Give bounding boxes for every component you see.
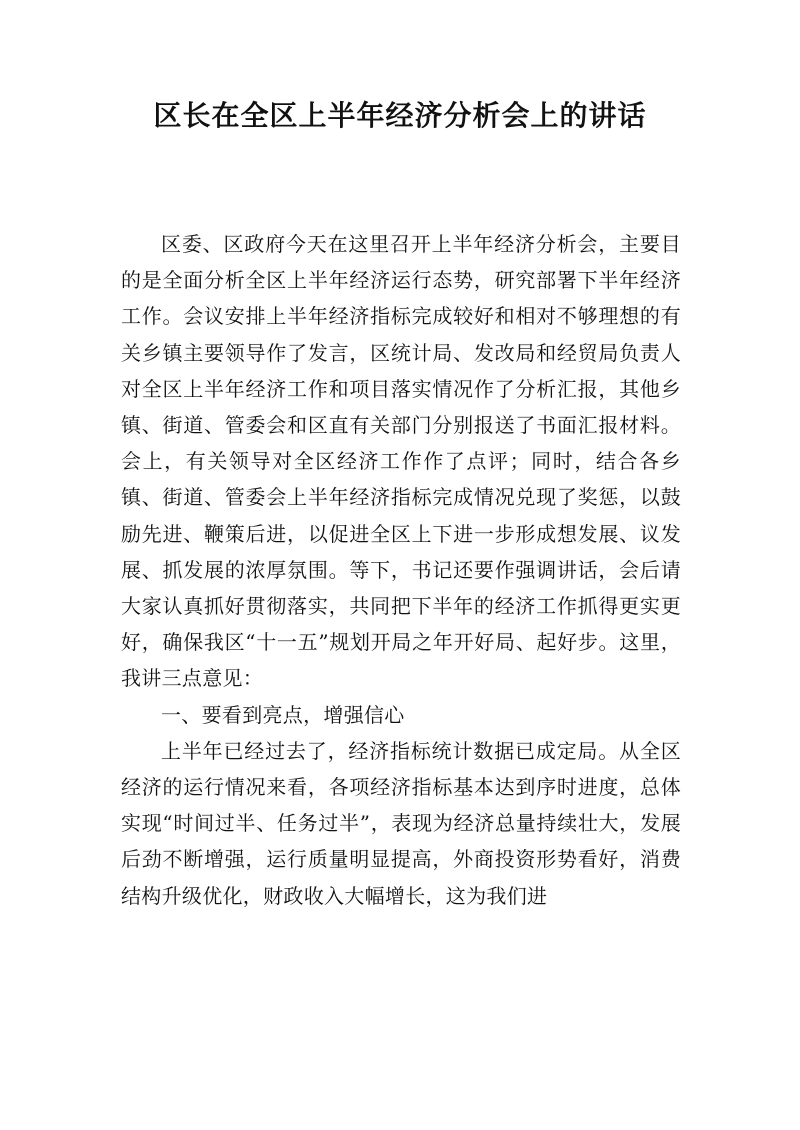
section-heading-1: 一、要看到亮点，增强信心: [161, 702, 405, 727]
document-body: [121, 226, 681, 914]
paragraph-intro: 区委、区政府今天在这里召开上半年经济分析会，主要目的是全面分析全区上半年经济运行态势，研究部署下半年经济工作。会议安排上半年经济指标完成较好和相对不够理想的有关乡镇主要领导作了发言，区统计局、发改局和经贸局负责人对全区上半年经济工作和项目落实情况作了分析汇报，其他乡镇、街道、管委会和区直有关部门分别报送了书面汇报材料。会上，有关领导对全区经济工作作了点评；同时，结合各乡镇、街道、管委会上半年经济指标完成情况兑现了奖惩，以鼓励先进、鞭策后进，以促进全区上下进一步形成想发展、议发展、抓发展的浓厚氛围。等下，书记还要作强调讲话，会后请大家认真抓好贯彻落实，共同把下半年的经济工作抓得更实更好，确保我区“十一五”规划开局之年开好局、起好步。这里，我讲三点意见：: [121, 232, 681, 691]
paragraph-section-1: 上半年已经过去了，经济指标统计数据已成定局。从全区经济的运行情况来看，各项经济指标基本达到序时进度，总体实现“时间过半、任务过半”，表现为经济总量持续壮大，发展后劲不断增强，运行质量明显提高，外商投资形势看好，消费结构升级优化，财政收入大幅增长，这为我们进: [121, 738, 681, 908]
document-title: 区长在全区上半年经济分析会上的讲话: [153, 99, 647, 132]
